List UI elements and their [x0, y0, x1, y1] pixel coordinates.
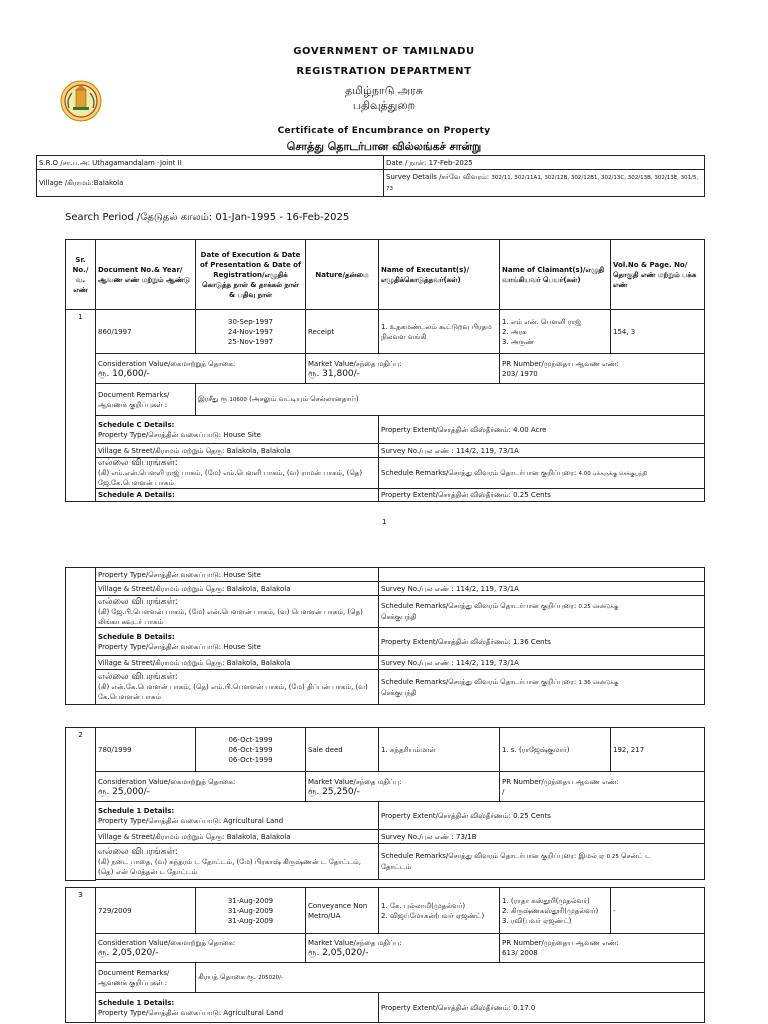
tamilnadu-emblem-icon — [60, 80, 102, 122]
property-extent — [379, 993, 705, 1023]
certificate-title: Certificate of Encumbrance on Property — [277, 126, 491, 136]
survey-no-label: Survey No./புல எண் : — [381, 658, 454, 667]
registration-date: 06-Oct-1999 — [228, 755, 273, 764]
consideration-value — [96, 354, 306, 384]
table-row — [66, 568, 705, 582]
table-row — [66, 830, 705, 844]
table-row — [66, 310, 705, 354]
table-row — [66, 888, 705, 934]
table-row — [66, 772, 705, 802]
entry-sr: 3 — [66, 888, 96, 1023]
extent-value: 4.00 Acre — [513, 425, 547, 434]
pr-value: 613/ 2008 — [502, 949, 538, 957]
table-row — [66, 628, 705, 656]
survey-number — [379, 656, 705, 670]
survey-number — [379, 582, 705, 596]
table-row — [66, 596, 705, 628]
extent-value: 0.25 Cents — [513, 491, 551, 499]
boundary-details — [96, 458, 379, 489]
table-row — [66, 844, 705, 880]
table-row — [66, 963, 705, 993]
schedule-title: Schedule B Details: — [98, 632, 175, 641]
pr-label: PR Number/முந்தைய ஆவண எண்: — [502, 939, 619, 947]
market-label: Market Value/சந்தை மதிப்பு: — [308, 777, 402, 786]
table-row — [66, 802, 705, 830]
sro-value: S.R.O /சா.ப.அ: Uthagamandalam -Joint II — [37, 156, 384, 170]
market-amount: ரூ. 25,250/- — [308, 786, 360, 797]
presentation-date: 31-Aug-2009 — [227, 906, 274, 915]
doc-remarks-label: Document Remarks/ ஆவணக் குறிப்புகள் : — [96, 384, 196, 416]
property-type-value: Agricultural Land — [223, 816, 284, 825]
village-street-label: Village & Street/கிராமம் மற்றும் தெரு: — [98, 658, 225, 667]
consideration-label: Consideration Value/கைமாற்றுத் தொகை: — [98, 777, 236, 786]
entry-volume-page: 154, 3 — [611, 310, 705, 354]
encumbrance-table-page1 — [65, 239, 705, 502]
claimant-name: 3. அருண் — [502, 337, 535, 346]
certificate-info-table — [36, 155, 705, 197]
schedule-remarks-tail: செக்குபந்தி — [381, 613, 417, 621]
market-amount: ரூ. 31,800/- — [308, 368, 360, 379]
schedule-remarks-amount: 0.25 — [606, 854, 619, 860]
claimant-name: 2. கிருஷ்ணகஸ்தூரி(முதல்வர்) — [502, 906, 599, 915]
property-type-value: House Site — [223, 570, 261, 579]
boundary-details — [96, 670, 379, 705]
pr-value: 203/ 1970 — [502, 369, 538, 378]
survey-details-label: Survey Details /சர்வே விவரம்: — [386, 173, 490, 181]
schedule-remarks-value: 4.00 ஏக்கருக்கு செக்குபந்தி — [578, 470, 647, 477]
remarks-text: இரசீது ரூ — [198, 395, 228, 403]
village-street-label: Village & Street/கிராமம் மற்றும் தெரு: — [98, 584, 225, 593]
entry-nature: Receipt — [306, 310, 379, 354]
entry-sr: 2 — [66, 728, 96, 881]
table-row — [66, 656, 705, 670]
survey-no-value: 114/2, 119, 73/1A — [456, 446, 519, 455]
schedule-remarks-label: Schedule Remarks/சொத்து விவரம் தொடர்பான குறிப்புரை: — [381, 602, 577, 610]
schedule-remarks-line2: தோட்டம் — [381, 863, 411, 871]
boundary-label: எல்லை விபரங்கள்: — [98, 672, 178, 682]
extent-label: Property Extent/சொத்தின் விஸ்தீர்ணம்: — [381, 425, 511, 434]
search-period-range: 01-Jan-1995 - 16-Feb-2025 — [215, 212, 350, 223]
village-street-value: Balakola, Balakola — [226, 446, 291, 455]
header-department-tamil: பதிவுத்துறை — [352, 99, 416, 112]
village-street — [96, 830, 379, 844]
property-type-value: House Site — [223, 642, 261, 651]
property-type — [96, 568, 379, 582]
village-street — [96, 656, 379, 670]
survey-number — [379, 830, 705, 844]
market-amount: ரூ. 2,05,020/- — [308, 948, 369, 958]
entry-volume-page: 192, 217 — [611, 728, 705, 772]
entry-dates — [196, 888, 306, 934]
schedule-1-header — [96, 802, 379, 830]
entry-executant: 1. சுந்தரியம்மாள் — [379, 728, 500, 772]
claimant-name: 1. எம் என். பெளளி ராஜ் — [502, 317, 581, 326]
remarks-amount: 10600 — [229, 397, 247, 403]
header-government-tamil: தமிழ்நாடு அரசு — [344, 84, 424, 97]
schedule-remarks-value: இமல் ஏ — [578, 852, 605, 860]
encumbrance-table-entry-3 — [65, 887, 705, 1023]
schedule-remarks — [379, 844, 705, 880]
property-type-label: Property Type/சொத்தின் வகைப்பாடு: — [98, 430, 222, 439]
survey-no-label: Survey No./புல எண் : — [381, 584, 454, 593]
survey-no-label: Survey No./புல எண் : — [381, 832, 454, 841]
schedule-title: Schedule 1 Details: — [98, 806, 175, 815]
property-type-value: Agricultural Land — [223, 1008, 284, 1017]
boundary-label: எல்லை விபரங்கள்: — [98, 596, 178, 607]
entry-executant — [379, 888, 500, 934]
property-extent — [379, 489, 705, 502]
village-street-label: Village & Street/கிராமம் மற்றும் தெரு: — [98, 446, 225, 455]
entry-executant: 1. உதகமண்டலம் கூட்டுறவு பிரதம நிலவள வங்கி — [379, 310, 500, 354]
col-header-document: Document No.& Year/ ஆவண எண் மற்றும் ஆண்டு — [96, 240, 196, 310]
village-value: Village /கிராமம்:Balakola — [37, 170, 384, 197]
market-label: Market Value/சந்தை மதிப்பு: — [308, 939, 402, 947]
boundary-details — [96, 596, 379, 628]
boundary-label: எல்லை விபரங்கள்: — [98, 846, 178, 857]
pr-value: / — [502, 787, 505, 796]
col-header-sr: Sr. No./வ. எண் — [66, 240, 96, 310]
claimant-name: 1. (ராதா கஸ்தூரி(முதல்வர்) — [502, 896, 590, 905]
doc-remarks-value — [196, 384, 705, 416]
entry-nature: Sale deed — [306, 728, 379, 772]
survey-no-label: Survey No./புல எண் : — [381, 446, 454, 455]
pr-number — [500, 354, 705, 384]
table-row — [66, 444, 705, 458]
schedule-remarks-tail: செக்குபந்தி — [381, 688, 417, 697]
presentation-date: 24-Nov-1997 — [227, 327, 274, 336]
execution-date: 06-Oct-1999 — [228, 735, 273, 744]
execution-date: 30-Sep-1997 — [228, 317, 273, 326]
survey-details — [384, 170, 705, 197]
entry-claimant: 1. s. (ராஜேஷ்குமார்) — [500, 728, 611, 772]
entry-sr-continued — [66, 568, 96, 705]
entry-document-no: 860/1997 — [96, 310, 196, 354]
pr-label: PR Number/முந்தைய ஆவண எண்: — [502, 777, 619, 786]
certificate-date: Date / நாள்: 17-Feb-2025 — [384, 156, 705, 170]
pr-number — [500, 934, 705, 963]
table-row — [66, 489, 705, 502]
schedule-remarks — [379, 458, 705, 489]
schedule-remarks — [379, 596, 705, 628]
village-street-value: Balakola, Balakola — [226, 658, 291, 667]
schedule-remarks-value: 0.25 சென்டுக்கு — [578, 604, 619, 610]
execution-date: 31-Aug-2009 — [227, 896, 274, 905]
schedule-c-header — [96, 416, 379, 444]
certificate-title-tamil: சொத்து தொடர்பான வில்லங்கச் சான்று — [286, 140, 482, 153]
consideration-value — [96, 772, 306, 802]
table-row — [66, 993, 705, 1023]
pr-label: PR Number/முந்தைய ஆவண எண்: — [502, 359, 619, 368]
entry-volume-page: - — [611, 888, 705, 934]
schedule-b-header — [96, 628, 379, 656]
property-type-label: Property Type/சொத்தின் வகைப்பாடு: — [98, 642, 222, 651]
presentation-date: 06-Oct-1999 — [228, 745, 273, 754]
property-type-label: Property Type/சொத்தின் வகைப்பாடு: — [98, 1008, 222, 1017]
col-header-dates: Date of Execution & Date of Presentation & Date of Registration/எழுதிக் கொடுத்த நாள் & தாக்கல் நாள் & பதிவு நாள் — [196, 240, 306, 310]
consideration-amount: ரூ. 2,05,020/- — [98, 948, 159, 958]
schedule-remarks-tail: சென்ட் ட — [621, 852, 651, 860]
survey-no-value: 73/1B — [456, 832, 477, 841]
survey-number — [379, 444, 705, 458]
schedule-remarks — [379, 670, 705, 705]
extent-label: Property Extent/சொத்தின் விஸ்தீர்ணம்: — [381, 1003, 511, 1012]
registration-date: 25-Nov-1997 — [227, 337, 274, 346]
extent-label: Property Extent/சொத்தின் விஸ்தீர்ணம்: — [381, 637, 511, 646]
remarks-text: கிரயத் தொகை ரூ. — [198, 973, 256, 981]
extent-label: Property Extent/சொத்தின் விஸ்தீர்ணம்: — [381, 491, 511, 499]
survey-no-value: 114/2, 119, 73/1A — [456, 658, 519, 667]
schedule-remarks-value: 1.36 சென்டுக்கு — [578, 679, 619, 686]
extent-value: 0.25 Cents — [513, 811, 551, 820]
property-extent — [379, 628, 705, 656]
schedule-title: Schedule 1 Details: — [98, 998, 175, 1007]
extent-value: 1.36 Cents — [513, 637, 551, 646]
boundary-value: (கி) என்.கே.பெளளன் பாகம், (தெ) எம்.பி.பெளளன் பாகம், (மே) திப்பன் பாகம், (வ) கே.பெளளன் பாகம் — [98, 683, 368, 701]
entry-dates — [196, 728, 306, 772]
header-government: GOVERNMENT OF TAMILNADU — [293, 46, 475, 57]
consideration-amount: ரூ. 10,600/- — [98, 368, 150, 379]
schedule-title: Schedule C Details: — [98, 420, 175, 429]
consideration-amount: ரூ. 25,000/- — [98, 786, 150, 797]
property-extent — [379, 802, 705, 830]
survey-details-values: 302/11, 302/11A1, 302/12B, 302/12B1, 302/13C, 302/13B, 302/13E, 301/5, 73 — [386, 175, 699, 192]
extent-value: 0.17.0 — [513, 1003, 536, 1012]
table-row — [66, 458, 705, 489]
table-row — [66, 416, 705, 444]
consideration-label: Consideration Value/கைமாற்றுத் தொகை: — [98, 359, 236, 368]
table-row — [66, 670, 705, 705]
doc-remarks-value — [196, 963, 705, 993]
boundary-value: (கி) நடை பாதை, (வ) சுந்தரம் ட தோட்டம், (மே) பிரகாஷ் கிருஷ்ணன் ட தோட்டம், (தெ) என் மெத்தன் ட தோட்டம் — [98, 857, 361, 876]
schedule-remarks-label: Schedule Remarks/சொத்து விவரம் தொடர்பான குறிப்புரை: — [381, 852, 577, 860]
entry-claimant — [500, 310, 611, 354]
village-street-value: Balakola, Balakola — [226, 832, 291, 841]
boundary-details — [96, 844, 379, 880]
schedule-remarks-label: Schedule Remarks/சொத்து விவரம் தொடர்பான குறிப்புரை: — [381, 468, 577, 477]
entry-document-no: 780/1999 — [96, 728, 196, 772]
table-row — [66, 934, 705, 963]
property-type-label: Property Type/சொத்தின் வகைப்பாடு: — [98, 570, 222, 579]
schedule-1-header — [96, 993, 379, 1023]
executant-name: 2. விஜய்மோகன்(பவர் ஏஜண்ட்) — [381, 911, 485, 920]
search-period — [65, 212, 349, 224]
boundary-value: (கி) எம்.என்.பெளளி ராஜ் பாகம், (மே) எம்.பெளளி பாகம், (வ) ராமன் பாகம், (தெ) ஜே.கே.பெளளன் பாகம் — [98, 469, 363, 487]
village-street — [96, 582, 379, 596]
village-street-value: Balakola, Balakola — [226, 584, 291, 593]
doc-remarks-label: Document Remarks/ ஆவணக் குறிப்புகள் : — [96, 963, 196, 993]
encumbrance-table-page2 — [65, 567, 705, 705]
table-row — [66, 582, 705, 596]
boundary-value: (கி) ஜே.பி.பெளளன் பாகம், (மே) என்.பெளளன் பாகம், (வ) பெளளன் பாகம், (தெ) லிங்கா கவுடர் பாகம் — [98, 607, 363, 626]
remarks-amount: 205020/- — [258, 975, 283, 981]
property-extent — [379, 416, 705, 444]
property-type-label: Property Type/சொத்தின் வகைப்பாடு: — [98, 816, 222, 825]
table-row — [66, 384, 705, 416]
boundary-label: எல்லை விபரங்கள்: — [98, 458, 178, 468]
col-header-claimant: Name of Claimant(s)/எழுதி வாங்கியவர் பெயர்(கள்) — [500, 240, 611, 310]
header-department: REGISTRATION DEPARTMENT — [296, 66, 472, 77]
spacer-row — [66, 880, 705, 881]
col-header-executant: Name of Executant(s)/ எழுதிக்கொடுத்தவர்(கள்) — [379, 240, 500, 310]
search-period-label: Search Period /தேடுதல் காலம்: — [65, 212, 213, 223]
entry-claimant — [500, 888, 611, 934]
col-header-nature: Nature/தன்மை — [306, 240, 379, 310]
village-street — [96, 444, 379, 458]
pr-number — [500, 772, 705, 802]
entry-dates — [196, 310, 306, 354]
property-type-value: House Site — [223, 430, 261, 439]
consideration-label: Consideration Value/கைமாற்றுத் தொகை: — [98, 939, 236, 947]
schedule-a-header: Schedule A Details: — [96, 489, 379, 502]
consideration-value — [96, 934, 306, 963]
executant-name: 1. கே. புல்லாமி(முதல்வர்) — [381, 901, 466, 910]
table-header-row — [66, 240, 705, 310]
blank-cell — [379, 568, 705, 582]
market-value — [306, 772, 500, 802]
table-row — [66, 728, 705, 772]
extent-label: Property Extent/சொத்தின் விஸ்தீர்ணம்: — [381, 811, 511, 820]
table-row — [66, 354, 705, 384]
schedule-remarks-label: Schedule Remarks/சொத்து விவரம் தொடர்பான குறிப்புரை: — [381, 677, 577, 686]
page-number: 1 — [382, 518, 387, 526]
survey-no-value: 114/2, 119, 73/1A — [456, 584, 519, 593]
entry-nature: Conveyance Non Metro/UA — [306, 888, 379, 934]
registration-date: 31-Aug-2009 — [227, 916, 274, 925]
market-label: Market Value/சந்தை மதிப்பு: — [308, 359, 402, 368]
col-header-volume: Vol.No & Page. No/ தொகுதி எண் மற்றும் பக்க எண் — [611, 240, 705, 310]
market-value — [306, 934, 500, 963]
claimant-name: 3. ரவி(பவர் ஏஜண்ட்) — [502, 916, 572, 925]
market-value — [306, 354, 500, 384]
entry-sr: 1 — [66, 310, 96, 502]
village-street-label: Village & Street/கிராமம் மற்றும் தெரு: — [98, 832, 225, 841]
remarks-tail: (அசலும் வட்டியும் செல்லானதாய்) — [249, 395, 359, 403]
encumbrance-table-entries-2-3 — [65, 727, 705, 881]
claimant-name: 2. அரசு — [502, 327, 527, 336]
entry-document-no: 729/2009 — [96, 888, 196, 934]
